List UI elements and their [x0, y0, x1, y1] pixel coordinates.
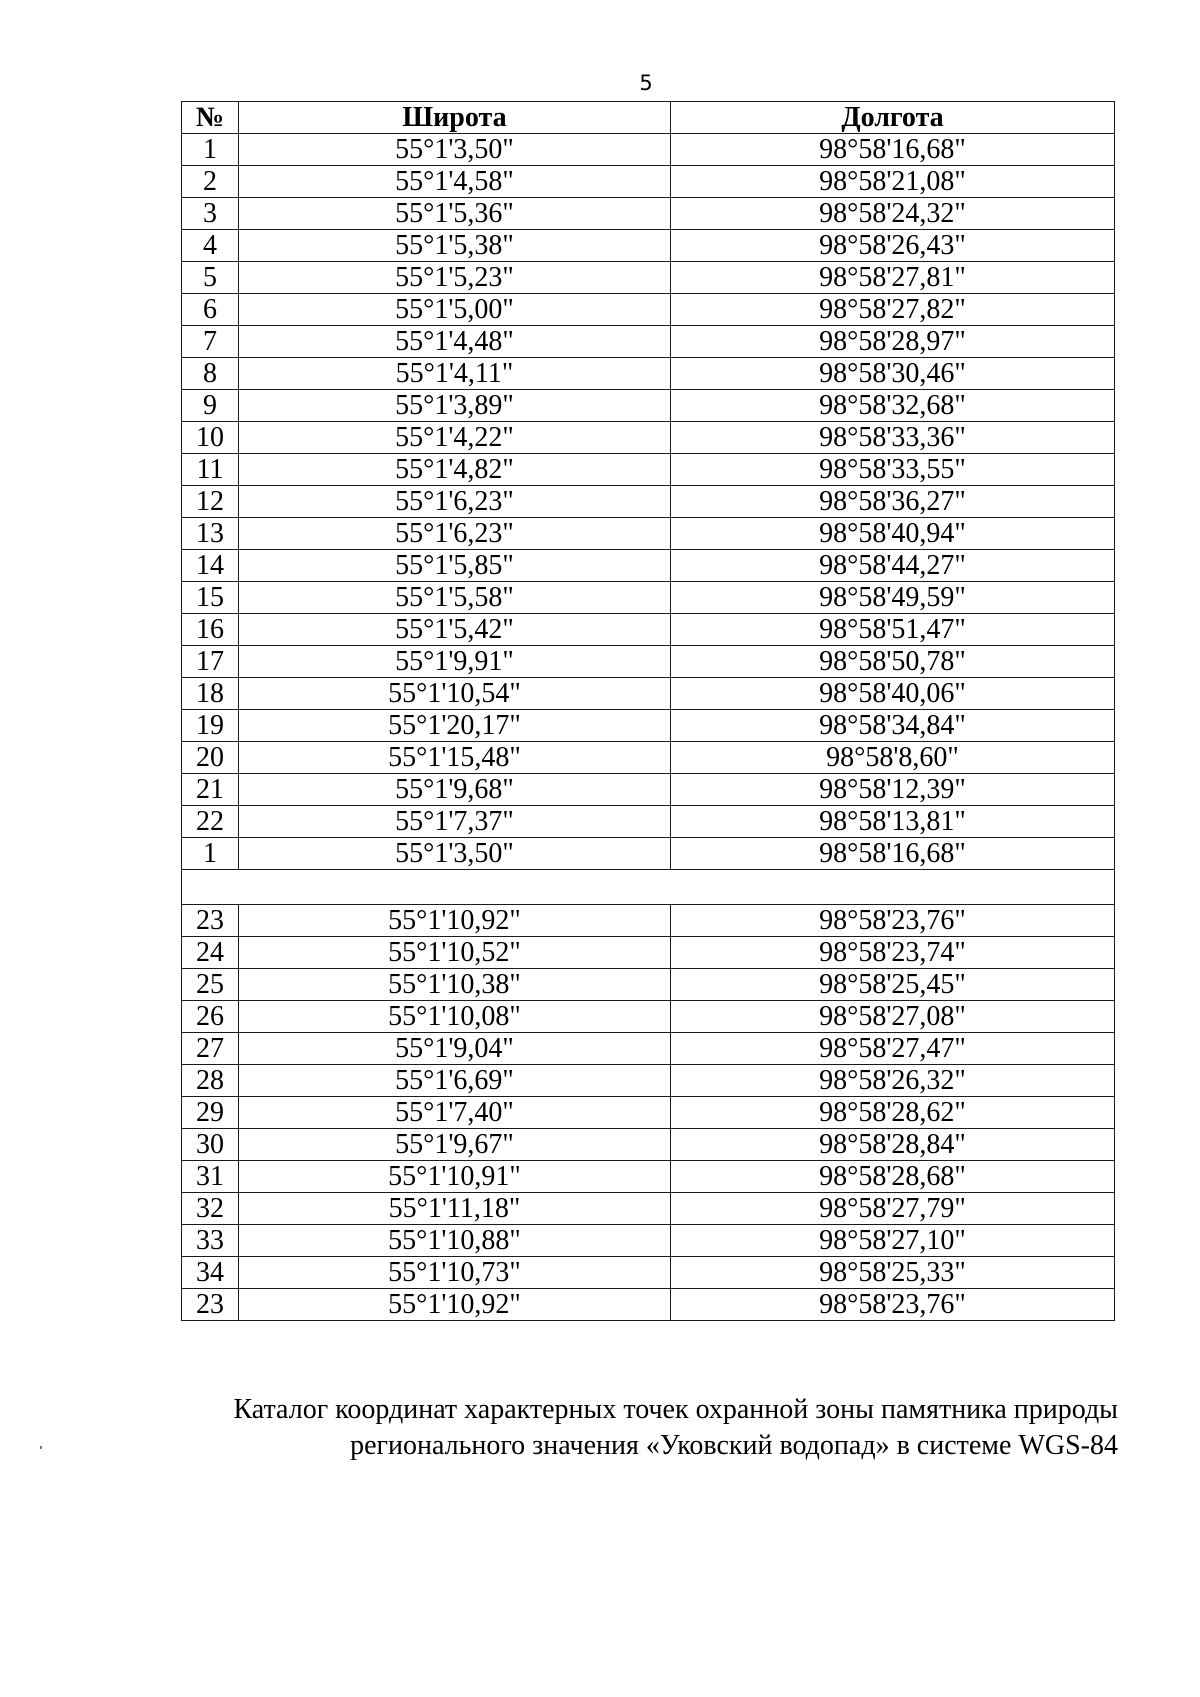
cell-latitude: 55°1'5,23": [239, 262, 671, 294]
cell-longitude: 98°58'27,47": [671, 1033, 1115, 1065]
cell-latitude: 55°1'10,91": [239, 1161, 671, 1193]
table-group-separator: [182, 870, 1115, 905]
cell-longitude: 98°58'23,76": [671, 905, 1115, 937]
cell-longitude: 98°58'32,68": [671, 390, 1115, 422]
cell-number: 1: [182, 838, 239, 870]
cell-longitude: 98°58'13,81": [671, 806, 1115, 838]
cell-latitude: 55°1'20,17": [239, 710, 671, 742]
cell-longitude: 98°58'27,10": [671, 1225, 1115, 1257]
cell-longitude: 98°58'28,84": [671, 1129, 1115, 1161]
table-row: [182, 710, 1115, 742]
cell-latitude: 55°1'5,36": [239, 198, 671, 230]
cell-longitude: 98°58'27,79": [671, 1193, 1115, 1225]
table-row: [182, 646, 1115, 678]
cell-number: 5: [182, 262, 239, 294]
table-row: [182, 1097, 1115, 1129]
table-group-2: [182, 905, 1115, 1321]
cell-number: 29: [182, 1097, 239, 1129]
header-longitude: Долгота: [671, 102, 1115, 134]
table-row: [182, 166, 1115, 198]
table-row: [182, 937, 1115, 969]
cell-longitude: 98°58'40,94": [671, 518, 1115, 550]
table-row: [182, 905, 1115, 937]
cell-longitude: 98°58'36,27": [671, 486, 1115, 518]
cell-latitude: 55°1'9,67": [239, 1129, 671, 1161]
table-row: [182, 1065, 1115, 1097]
cell-longitude: 98°58'44,27": [671, 550, 1115, 582]
cell-number: 4: [182, 230, 239, 262]
table-group-1: [182, 134, 1115, 870]
cell-latitude: 55°1'10,73": [239, 1257, 671, 1289]
cell-longitude: 98°58'33,36": [671, 422, 1115, 454]
cell-latitude: 55°1'9,04": [239, 1033, 671, 1065]
cell-longitude: 98°58'16,68": [671, 838, 1115, 870]
cell-latitude: 55°1'11,18": [239, 1193, 671, 1225]
cell-number: 24: [182, 937, 239, 969]
table-row: [182, 678, 1115, 710]
table-row: [182, 134, 1115, 166]
cell-latitude: 55°1'9,68": [239, 774, 671, 806]
cell-longitude: 98°58'30,46": [671, 358, 1115, 390]
cell-longitude: 98°58'33,55": [671, 454, 1115, 486]
cell-number: 19: [182, 710, 239, 742]
caption-line-2: регионального значения «Уковский водопад» в системе WGS-84: [350, 1430, 1118, 1461]
table-row: [182, 806, 1115, 838]
cell-number: 1: [182, 134, 239, 166]
cell-number: 17: [182, 646, 239, 678]
cell-number: 9: [182, 390, 239, 422]
cell-number: 18: [182, 678, 239, 710]
table-header-row: [182, 102, 1115, 134]
table-row: [182, 262, 1115, 294]
cell-longitude: 98°58'12,39": [671, 774, 1115, 806]
table-row: [182, 1225, 1115, 1257]
cell-latitude: 55°1'5,00": [239, 294, 671, 326]
cell-longitude: 98°58'34,84": [671, 710, 1115, 742]
table-row: [182, 486, 1115, 518]
cell-latitude: 55°1'4,82": [239, 454, 671, 486]
table-row: [182, 294, 1115, 326]
cell-latitude: 55°1'10,08": [239, 1001, 671, 1033]
header-latitude: Широта: [239, 102, 671, 134]
cell-latitude: 55°1'10,54": [239, 678, 671, 710]
cell-number: 28: [182, 1065, 239, 1097]
cell-number: 22: [182, 806, 239, 838]
cell-latitude: 55°1'5,58": [239, 582, 671, 614]
cell-latitude: 55°1'9,91": [239, 646, 671, 678]
cell-number: 23: [182, 1289, 239, 1321]
cell-number: 32: [182, 1193, 239, 1225]
header-number: №: [182, 102, 239, 134]
cell-latitude: 55°1'15,48": [239, 742, 671, 774]
table-row: [182, 422, 1115, 454]
cell-number: 30: [182, 1129, 239, 1161]
cell-number: 34: [182, 1257, 239, 1289]
table-row: [182, 454, 1115, 486]
cell-longitude: 98°58'24,32": [671, 198, 1115, 230]
table-row: [182, 518, 1115, 550]
caption-line-1: Каталог координат характерных точек охранной зоны памятника природы: [233, 1394, 1118, 1425]
separator-cell: [182, 870, 1115, 905]
cell-number: 12: [182, 486, 239, 518]
table-row: [182, 1193, 1115, 1225]
table-row: [182, 1161, 1115, 1193]
table-row: [182, 230, 1115, 262]
cell-latitude: 55°1'5,42": [239, 614, 671, 646]
cell-number: 6: [182, 294, 239, 326]
cell-number: 15: [182, 582, 239, 614]
cell-longitude: 98°58'25,45": [671, 969, 1115, 1001]
cell-longitude: 98°58'40,06": [671, 678, 1115, 710]
table-row: [182, 390, 1115, 422]
cell-longitude: 98°58'21,08": [671, 166, 1115, 198]
table-row: [182, 774, 1115, 806]
cell-latitude: 55°1'5,85": [239, 550, 671, 582]
cell-latitude: 55°1'6,23": [239, 486, 671, 518]
cell-latitude: 55°1'3,50": [239, 134, 671, 166]
cell-longitude: 98°58'23,76": [671, 1289, 1115, 1321]
cell-longitude: 98°58'51,47": [671, 614, 1115, 646]
scan-speck: [40, 1446, 42, 1449]
cell-number: 2: [182, 166, 239, 198]
cell-latitude: 55°1'10,88": [239, 1225, 671, 1257]
cell-longitude: 98°58'28,62": [671, 1097, 1115, 1129]
table-row: [182, 614, 1115, 646]
cell-number: 33: [182, 1225, 239, 1257]
cell-latitude: 55°1'7,37": [239, 806, 671, 838]
cell-latitude: 55°1'10,38": [239, 969, 671, 1001]
separator-row: [182, 870, 1115, 905]
page-number: 5: [639, 71, 653, 95]
cell-longitude: 98°58'26,32": [671, 1065, 1115, 1097]
table-row: [182, 1289, 1115, 1321]
cell-latitude: 55°1'10,92": [239, 1289, 671, 1321]
cell-number: 13: [182, 518, 239, 550]
cell-longitude: 98°58'27,08": [671, 1001, 1115, 1033]
cell-number: 27: [182, 1033, 239, 1065]
table-row: [182, 1257, 1115, 1289]
table-caption: [181, 1392, 1118, 1464]
cell-number: 26: [182, 1001, 239, 1033]
cell-longitude: 98°58'23,74": [671, 937, 1115, 969]
cell-longitude: 98°58'27,81": [671, 262, 1115, 294]
cell-number: 7: [182, 326, 239, 358]
table-row: [182, 1001, 1115, 1033]
cell-number: 10: [182, 422, 239, 454]
table-row: [182, 550, 1115, 582]
cell-latitude: 55°1'4,58": [239, 166, 671, 198]
coordinates-table: [181, 101, 1115, 1321]
cell-latitude: 55°1'10,92": [239, 905, 671, 937]
cell-number: 21: [182, 774, 239, 806]
cell-number: 31: [182, 1161, 239, 1193]
cell-longitude: 98°58'25,33": [671, 1257, 1115, 1289]
table-row: [182, 838, 1115, 870]
cell-number: 20: [182, 742, 239, 774]
cell-longitude: 98°58'26,43": [671, 230, 1115, 262]
cell-longitude: 98°58'27,82": [671, 294, 1115, 326]
cell-number: 3: [182, 198, 239, 230]
cell-latitude: 55°1'3,50": [239, 838, 671, 870]
table-row: [182, 582, 1115, 614]
cell-longitude: 98°58'16,68": [671, 134, 1115, 166]
table-row: [182, 1129, 1115, 1161]
table-row: [182, 358, 1115, 390]
cell-latitude: 55°1'7,40": [239, 1097, 671, 1129]
cell-number: 14: [182, 550, 239, 582]
cell-number: 16: [182, 614, 239, 646]
cell-longitude: 98°58'8,60": [671, 742, 1115, 774]
cell-latitude: 55°1'3,89": [239, 390, 671, 422]
table-row: [182, 198, 1115, 230]
table-row: [182, 969, 1115, 1001]
cell-latitude: 55°1'6,23": [239, 518, 671, 550]
table-row: [182, 326, 1115, 358]
table-row: [182, 1033, 1115, 1065]
cell-longitude: 98°58'28,97": [671, 326, 1115, 358]
cell-number: 23: [182, 905, 239, 937]
cell-latitude: 55°1'10,52": [239, 937, 671, 969]
table-row: [182, 742, 1115, 774]
cell-number: 11: [182, 454, 239, 486]
cell-latitude: 55°1'5,38": [239, 230, 671, 262]
cell-longitude: 98°58'50,78": [671, 646, 1115, 678]
cell-number: 25: [182, 969, 239, 1001]
cell-longitude: 98°58'49,59": [671, 582, 1115, 614]
cell-number: 8: [182, 358, 239, 390]
cell-latitude: 55°1'4,48": [239, 326, 671, 358]
cell-longitude: 98°58'28,68": [671, 1161, 1115, 1193]
cell-latitude: 55°1'4,22": [239, 422, 671, 454]
cell-latitude: 55°1'4,11": [239, 358, 671, 390]
cell-latitude: 55°1'6,69": [239, 1065, 671, 1097]
